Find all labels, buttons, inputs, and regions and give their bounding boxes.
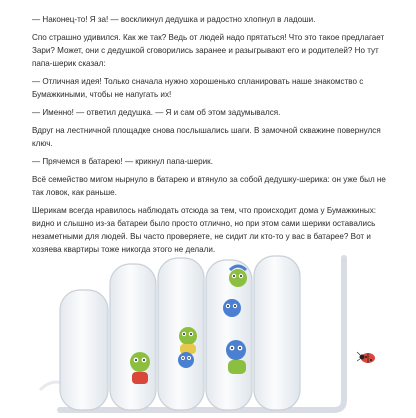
paragraph-4: — Именно! — ответил дедушка. — Я и сам об этом задумывался. [32,108,281,117]
radiator-fin [110,264,156,410]
paragraph-3: — Отличная идея! Только сначала нужно хорошенько спланировать наше знакомство с Бумажкиными, чтобы не напугать их! [32,77,364,99]
paragraph-8: Шерикам всегда нравилось наблюдать отсюда за тем, что происходит дома у Бумажкиных: видно и слышно из-за батареи было просто отлично, но при этом сами шерики оставались незаметными для людей. Вы часто проверяете, не сидит ли кто-то у вас в батарее? Вот и хозяева квартиры тоже никогда этого не делали. [32,206,377,254]
radiator-fin [60,290,108,410]
creature-icon [226,340,246,374]
creature-icon [229,266,247,287]
creature-icon [130,352,150,384]
radiator-illustration [0,250,416,418]
creature-icon [178,352,194,368]
text-block [32,13,398,261]
radiator-fin [254,256,300,410]
paragraph-1: — Наконец-то! Я за! — воскликнул дедушка и радостно хлопнул в ладоши. [32,15,316,24]
paragraph-7: Всё семейство мигом нырнуло в батарею и втянуло за собой дедушку-шерика: он уже был не так ловок, как раньше. [32,175,386,197]
paragraph-5: Вдруг на лестничной площадке снова послышались шаги. В замочной скважине повернулся ключ. [32,126,381,148]
creature-icon [179,327,197,354]
paragraph-6: — Прячемся в батарею! — крикнул папа-шерик. [32,157,213,166]
ladybug-icon [357,352,375,363]
creature-icon [223,299,241,317]
paragraph-2: Спо страшно удивился. Как же так? Ведь от людей надо прятаться! Что это такое предлагает Зари? Может, они с дедушкой сговорились заранее и разыгрывают его и родителей? Но тут папа-шерик сказал: [32,33,385,68]
